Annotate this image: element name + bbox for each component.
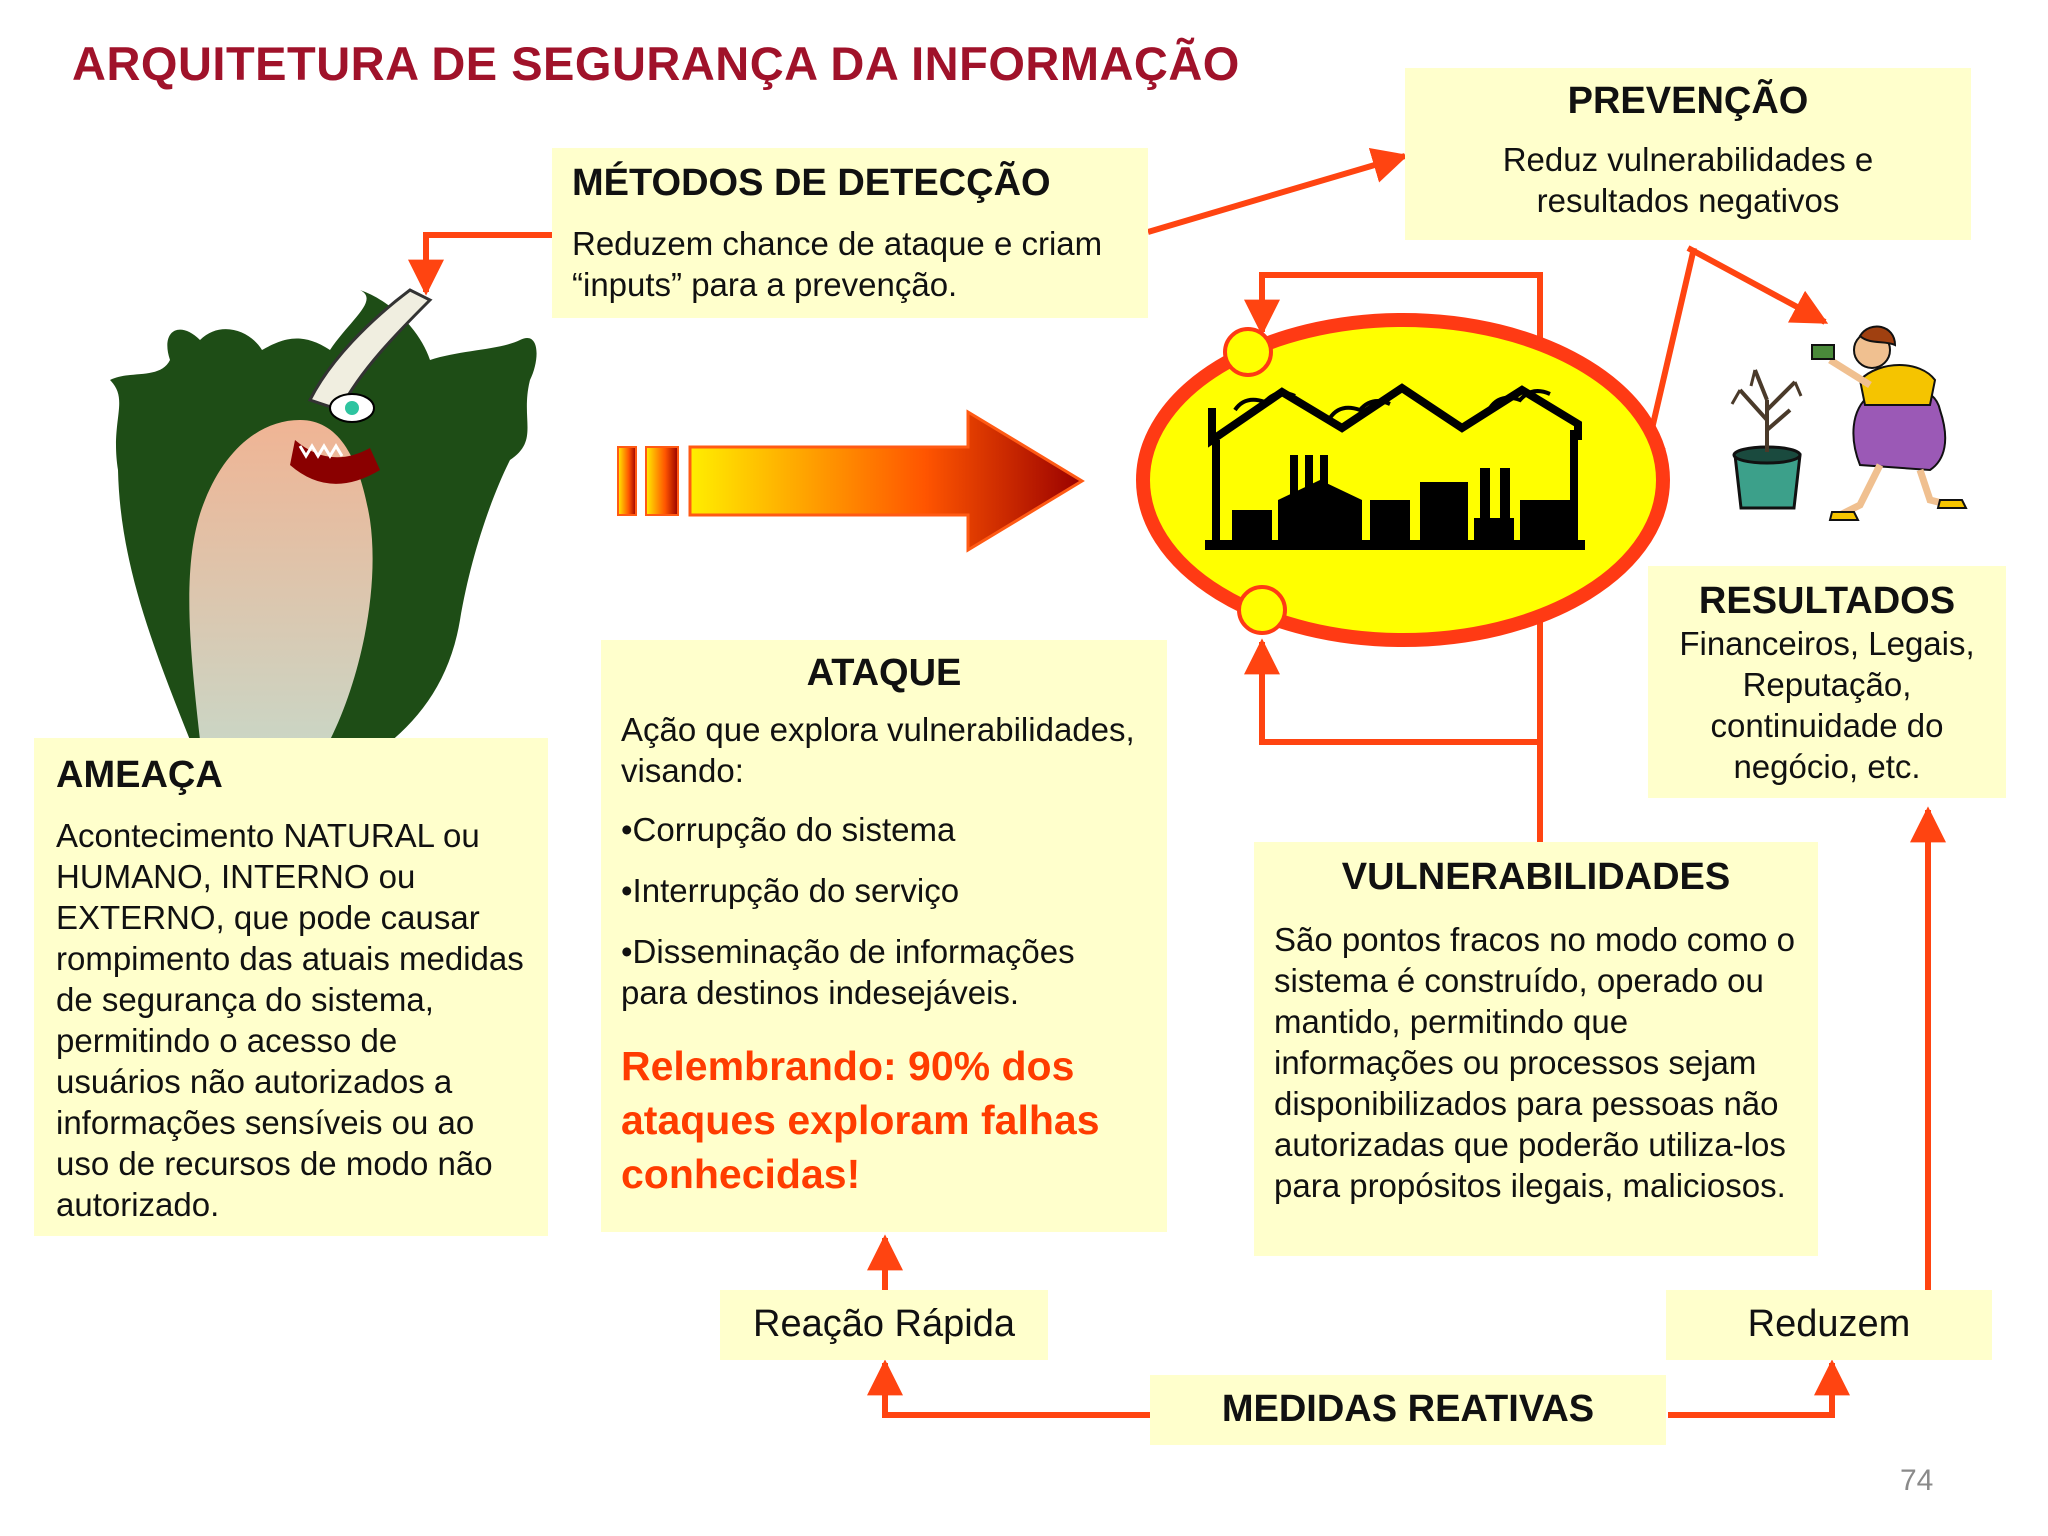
gradient-arrow-icon <box>618 412 1082 550</box>
vulnerabilities-text: São pontos fracos no modo como o sistema é construído, operado ou mantido, permitindo que informações ou processos sejam disponibilizados para pessoas não autorizadas que poderão utiliza-los para propósitos ilegais, maliciosos. <box>1274 921 1795 1204</box>
attack-intro: Ação que explora vulnerabilidades, visando: <box>621 711 1135 789</box>
results-text: Financeiros, Legais, Reputação, continuidade do negócio, etc. <box>1679 625 1975 785</box>
page-number: 74 <box>1900 1464 1934 1497</box>
attack-box <box>601 640 1167 1232</box>
vulnerabilities-heading: VULNERABILIDADES <box>1341 856 1731 898</box>
arrow-detection-to-prevention <box>1148 156 1405 232</box>
reactive-measures-label: MEDIDAS REATIVAS <box>1150 1375 1666 1445</box>
vulnerabilities-box <box>1254 842 1818 1256</box>
arrow-reactive-to-reaction <box>885 1363 1153 1415</box>
page-title: ARQUITETURA DE SEGURANÇA DA INFORMAÇÃO <box>72 37 1240 90</box>
prevention-box <box>1405 68 1971 240</box>
results-box <box>1648 566 2006 798</box>
detection-methods-text: Reduzem chance de ataque e criam “inputs” para a prevenção. <box>572 225 1103 303</box>
woman-plant-icon <box>1732 326 1966 520</box>
arrow-reactive-to-reduce <box>1668 1363 1832 1415</box>
prevention-text: Reduz vulnerabilidades e resultados negativos <box>1502 141 1874 219</box>
threat-heading: AMEAÇA <box>56 754 223 796</box>
detection-methods-box <box>552 148 1148 318</box>
attack-heading: ATAQUE <box>806 652 962 694</box>
monster-icon <box>110 290 537 766</box>
attack-item: •Interrupção do serviço <box>621 872 960 909</box>
prevention-heading: PREVENÇÃO <box>1567 80 1809 122</box>
attack-item: •Corrupção do sistema <box>621 811 956 848</box>
threat-box <box>34 738 548 1236</box>
arrow-prevention-to-results <box>1688 248 1825 322</box>
attack-item: •Disseminação de informações para destinos indesejáveis. <box>621 933 1075 1011</box>
detection-methods-heading: MÉTODOS DE DETECÇÃO <box>572 162 1051 204</box>
threat-text: Acontecimento NATURAL ou HUMANO, INTERNO ou EXTERNO, que pode causar rompimento das atuais medidas de segurança do sistema, permitindo o acesso de usuários não autorizados a informações sensíveis ou ao uso de recursos de modo não autorizado. <box>56 817 524 1223</box>
quick-reaction-label: Reação Rápida <box>720 1290 1048 1360</box>
reduce-label: Reduzem <box>1666 1290 1992 1360</box>
results-heading: RESULTADOS <box>1698 580 1956 622</box>
system-ellipse <box>1143 320 1663 640</box>
attack-highlight: Relembrando: 90% dos ataques exploram falhas conhecidas! <box>621 1043 1100 1197</box>
arrow-detection-to-threat <box>426 235 552 292</box>
